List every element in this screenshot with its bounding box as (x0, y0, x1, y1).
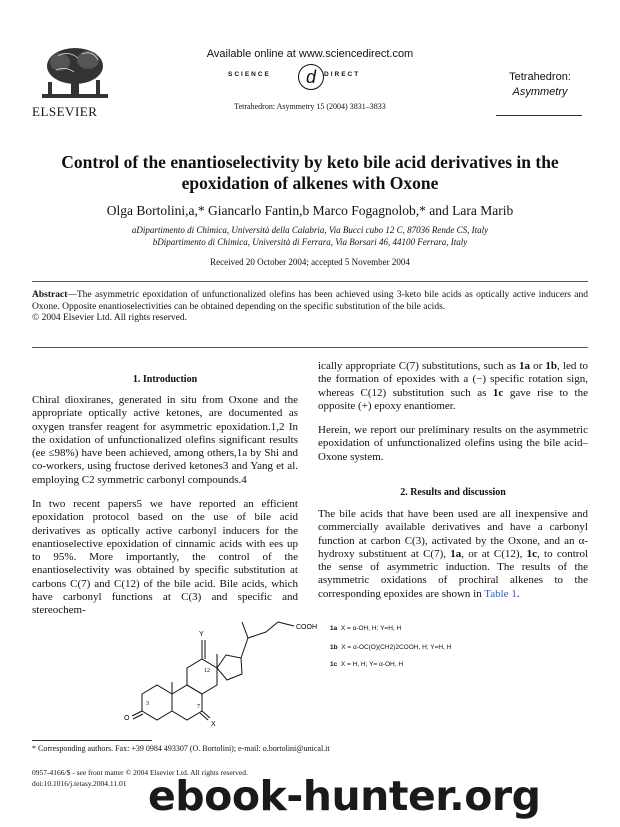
legend-text: X = α-OH, H; Y=H, H (340, 625, 402, 632)
label-cooh: COOH (296, 624, 317, 631)
intro-paragraph-2: In two recent papers5 we have reported an efficient epoxidation protocol based on the use of bile acid derivatives as optically active carbonyl inducers for the enantioselective epoxidation of cinnamic acids with ees up to 95%. More importantly, the control of the enantioselectivity was obtained by specific substitution at carbons C(7) and C(12) of the bile acid. Bile acids, which have carbonyl functions at C(3) and specific and stereochem- (32, 498, 298, 617)
sciencedirect-logo (220, 64, 400, 90)
table-1-link[interactable]: Table 1 (484, 587, 517, 600)
publisher-name: ELSEVIER (32, 104, 98, 119)
abstract-rule-bottom (32, 347, 588, 348)
text-run: , to control the sense of asymmetric induction. The results of the asymmetric oxidations of prochiral alkenes to the corresponding epoxides are shown in (318, 547, 589, 600)
text-run: , or at C(12), (461, 547, 527, 560)
structure-legend-1a (330, 625, 401, 632)
compound-ref: 1c (492, 386, 504, 399)
legend-text: X = α-OC(O)(CH2)2COOH, H; Y=H, H (341, 644, 452, 651)
label-c3: 3 (146, 701, 149, 707)
affiliation-a: aDipartimento di Chimica, Università della Calabria, Via Bucci cubo 12 C, 87036 Rende CS, Italy (131, 225, 489, 235)
footnote-rule (32, 740, 152, 741)
compound-ref: 1a (450, 547, 462, 560)
doi[interactable]: doi:10.1016/j.tetasy.2004.11.01 (32, 779, 127, 788)
journal-name-line1: Tetrahedron: (509, 71, 571, 83)
text-run: The bile acids that have been used are all inexpensive and commercially available derivatives and have a carbonyl function at carbon C(3), activated by the Oxone, and an α-hydroxy substituent at C(7), (318, 508, 588, 560)
label-y: Y (199, 631, 204, 638)
received-dates: Received 20 October 2004; accepted 5 November 2004 (210, 257, 410, 267)
section-heading-results: 2. Results and discussion (400, 487, 506, 498)
label-o: O (124, 715, 130, 722)
sd-mark: d (298, 64, 324, 90)
corresponding-authors-note: * Corresponding authors. Fax: +39 0984 493307 (O. Bortolini); e-mail: o.bortolini@unical.it (32, 744, 330, 753)
text-run: or (530, 360, 546, 372)
abstract-text: —The asymmetric epoxidation of unfunctionalized olefins has been achieved using 3-keto bile acids as optically active inducers and Oxone. Opposite enantioselectivities can be obtained depending on the specific substitution of the bile acids. (32, 290, 588, 312)
label-c12: 12 (204, 668, 210, 674)
results-paragraph-1 (318, 508, 588, 601)
abstract-rule-top (32, 281, 588, 282)
structure-legend-1b (330, 644, 451, 651)
bile-acid-structure (120, 608, 330, 726)
structure-legend-1c (330, 661, 403, 668)
affiliation-b: bDipartimento di Chimica, Università di Ferrara, Via Borsari 46, 44100 Ferrara, Italy (152, 237, 468, 247)
text-run: ically appropriate C(7) substitutions, such as (318, 360, 520, 372)
abstract-copyright: © 2004 Elsevier Ltd. All rights reserved. (32, 313, 187, 323)
legend-text: X = H, H; Y= α-OH, H (340, 661, 404, 668)
legend-id: 1a (330, 625, 338, 632)
text-run: , led to the formation of epoxides with a (−) specific rotation sign, whereas C(12) substitution such as (318, 360, 589, 399)
journal-name-line2: Asymmetry (512, 86, 568, 98)
text-run: . (516, 587, 520, 600)
compound-ref: 1b (545, 360, 558, 372)
legend-id: 1c (330, 661, 338, 668)
compound-ref: 1c (526, 547, 537, 560)
available-online: Available online at www.sciencedirect.com (206, 48, 414, 60)
legend-id: 1b (330, 644, 338, 651)
text-run: gave rise to the opposite (+) epoxy enantiomer. (318, 386, 588, 412)
sd-right: DIRECT (324, 71, 361, 78)
intro-paragraph-3 (318, 360, 588, 413)
watermark: ebook-hunter.org (148, 772, 541, 820)
abstract-label: Abstract (32, 290, 68, 300)
intro-paragraph-1: Chiral dioxiranes, generated in situ from Oxone and the appropriate optically active ketones, are documented as oxygen transfer reagent for asymmetric epoxidation.1,2 In the oxidation of unfunctionalized olefins significant results (ee ≤98%) have been achieved, among others,1a by Shi and co-workers, using fructose derived ketones3 and Yang et al. employing C2 symmetric carbonyl compounds.4 (32, 394, 298, 486)
label-c7: 7 (197, 704, 200, 710)
section-heading-introduction: 1. Introduction (132, 374, 198, 385)
abstract (32, 290, 588, 325)
label-x: X (211, 721, 216, 726)
journal-rule (496, 115, 582, 116)
author-list: Olga Bortolini,a,* Giancarlo Fantin,b Marco Fogagnolob,* and Lara Marib (106, 203, 514, 218)
journal-reference: Tetrahedron: Asymmetry 15 (2004) 3831–3833 (234, 102, 386, 111)
article-title: Control of the enantioselectivity by keto bile acid derivatives in the epoxidation of alkenes with Oxone (61, 152, 559, 193)
compound-ref: 1a (519, 360, 531, 372)
sd-left: SCIENCE (228, 71, 271, 78)
front-matter-copyright: 0957-4166/$ - see front matter © 2004 Elsevier Ltd. All rights reserved. (32, 768, 248, 777)
intro-paragraph-4: Herein, we report our preliminary results on the asymmetric epoxidation of unfunctionalized olefins using the bile acid–Oxone system. (318, 424, 588, 463)
